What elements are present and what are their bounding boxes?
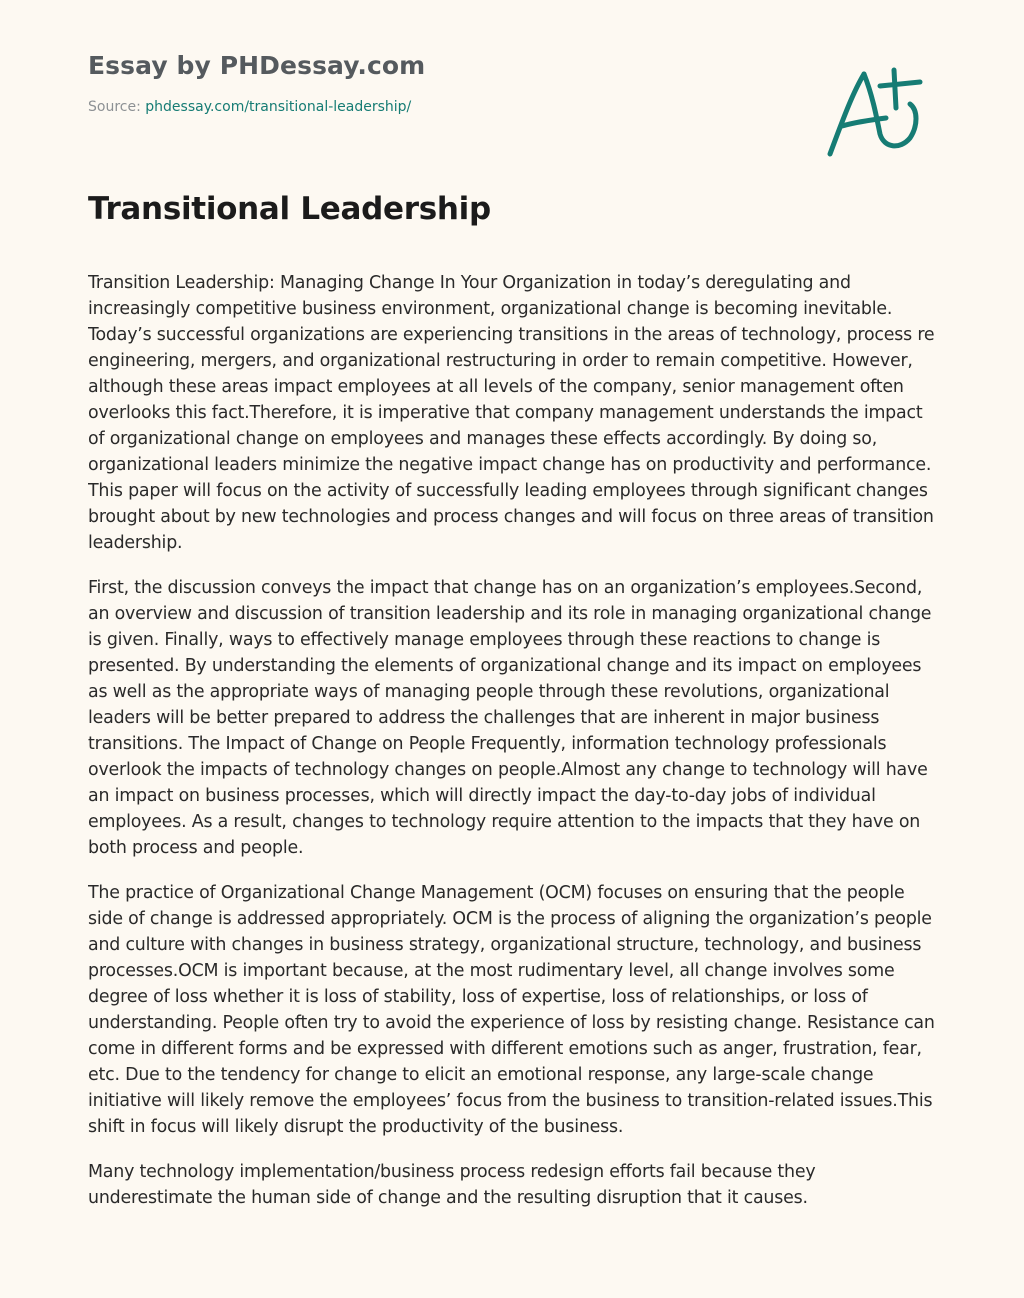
a-plus-logo-icon [820,64,930,164]
source-label: Source: [88,99,141,115]
site-brand[interactable]: Essay by PHDessay.com [88,51,426,80]
article-body [88,270,938,1298]
source-line [88,98,788,116]
article-title: Transitional Leadership [88,191,491,227]
page-header [88,50,788,116]
article-paragraph: The practice of Organizational Change Management (OCM) focuses on ensuring that the people side of change is addressed appropriately. OCM is the process of aligning the organization’s people and culture with changes in business strategy, organizational structure, technology, and business processes.OCM is important because, at the most rudimentary level, all change involves some degree of loss whether it is loss of stability, loss of expertise, loss of relationships, or loss of understanding. People often try to avoid the experience of loss by resisting change. Resistance can come in different forms and be expressed with different emotions such as anger, frustration, fear, etc. Due to the tendency for change to elicit an emotional response, any large-scale change initiative will likely remove the employees’ focus from the business to transition-related issues.This shift in focus will likely disrupt the productivity of the business. [88,883,935,1137]
article-paragraph: Transition Leadership: Managing Change In Your Organization in today’s deregulating and increasingly competitive business environment, organizational change is becoming inevitable. Today’s successful organizations are experiencing transitions in the areas of technology, process re engineering, mergers, and organizational restructuring in order to remain competitive. However, although these areas impact employees at all levels of the company, senior management often overlooks this fact.Therefore, it is imperative that company management understands the impact of organizational change on employees and manages these effects accordingly. By doing so, organizational leaders minimize the negative impact change has on productivity and performance. This paper will focus on the activity of successfully leading employees through significant changes brought about by new technologies and process changes and will focus on three areas of transition leadership. [88,273,935,553]
source-link[interactable]: phdessay.com/transitional-leadership/ [145,99,412,115]
article-paragraph: First, the discussion conveys the impact that change has on an organization’s employees.Second, an overview and discussion of transition leadership and its role in managing organizational change is given. Finally, ways to effectively manage employees through these reactions to change is presented. By understanding the elements of organizational change and its impact on employees as well as the appropriate ways of managing people through these revolutions, organizational leaders will be better prepared to address the challenges that are inherent in major business transitions. The Impact of Change on People Frequently, information technology professionals overlook the impacts of technology changes on people.Almost any change to technology will have an impact on business processes, which will directly impact the day-to-day jobs of individual employees. As a result, changes to technology require attention to the impacts that they have on both process and people. [88,578,932,858]
article-paragraph: Many technology implementation/business process redesign efforts fail because they underestimate the human side of change and the resulting disruption that it causes. [88,1162,816,1208]
